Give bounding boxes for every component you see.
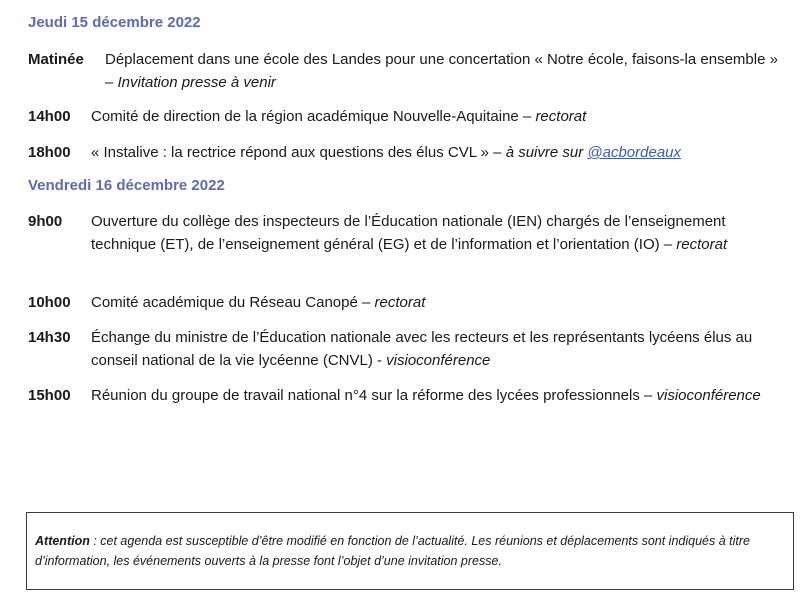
entry-description: Déplacement dans une école des Landes pour une concertation « Notre école, faisons-la ensemble » – Invitation presse à venir <box>105 51 778 91</box>
agenda-entry <box>28 141 788 164</box>
agenda-entry <box>28 48 788 94</box>
notice-box <box>26 512 794 590</box>
entry-location: Invitation presse à venir <box>117 74 276 91</box>
notice-text <box>35 531 787 571</box>
agenda-entry <box>28 326 788 372</box>
entry-location: rectorat <box>374 294 426 311</box>
entry-time: 14h00 <box>28 108 71 125</box>
agenda-entry <box>28 105 788 128</box>
day-heading-thursday: Jeudi 15 décembre 2022 <box>28 14 201 31</box>
entry-time: 15h00 <box>28 387 71 404</box>
entry-description: Échange du ministre de l’Éducation nationale avec les recteurs et les représentants lycéens élus au conseil national de la vie lycéenne (CNVL) - visioconférence <box>91 329 753 369</box>
agenda-entry <box>28 384 788 430</box>
entry-time: 18h00 <box>28 144 71 161</box>
entry-description: Comité de direction de la région académique Nouvelle-Aquitaine – rectorat <box>91 108 587 125</box>
entry-location: à suivre sur <box>505 144 588 161</box>
entry-time: Matinée <box>28 51 84 68</box>
entry-location: visioconférence <box>656 387 761 404</box>
entry-location: rectorat <box>676 236 728 253</box>
notice-label: Attention <box>35 534 90 548</box>
entry-description: Comité académique du Réseau Canopé – rectorat <box>91 294 426 311</box>
entry-description: « Instalive : la rectrice répond aux questions des élus CVL » – à suivre sur @acbordeaux <box>91 144 682 161</box>
entry-description: Réunion du groupe de travail national n°4 sur la réforme des lycées professionnels – visioconférence <box>91 387 761 404</box>
entry-time: 9h00 <box>28 213 63 230</box>
entry-time: 14h30 <box>28 329 71 346</box>
entry-description: Ouverture du collège des inspecteurs de l’Éducation nationale (IEN) chargés de l’enseignement technique (ET), de l’enseignement général (EG) et de l’information et l’orientation (IO) – rectorat <box>91 213 728 253</box>
entry-location: rectorat <box>535 108 587 125</box>
entry-time: 10h00 <box>28 294 71 311</box>
entry-location: visioconférence <box>386 352 491 369</box>
acbordeaux-link[interactable]: @acbordeaux <box>587 144 682 161</box>
agenda-entry <box>28 291 788 314</box>
agenda-entry <box>28 210 788 279</box>
notice-body: : cet agenda est susceptible d’être modifié en fonction de l’actualité. Les réunions et déplacements sont indiqués à titre d’information, les événements ouverts à la presse font l’objet d’une invitation presse. <box>35 534 750 568</box>
day-heading-friday: Vendredi 16 décembre 2022 <box>28 177 225 194</box>
